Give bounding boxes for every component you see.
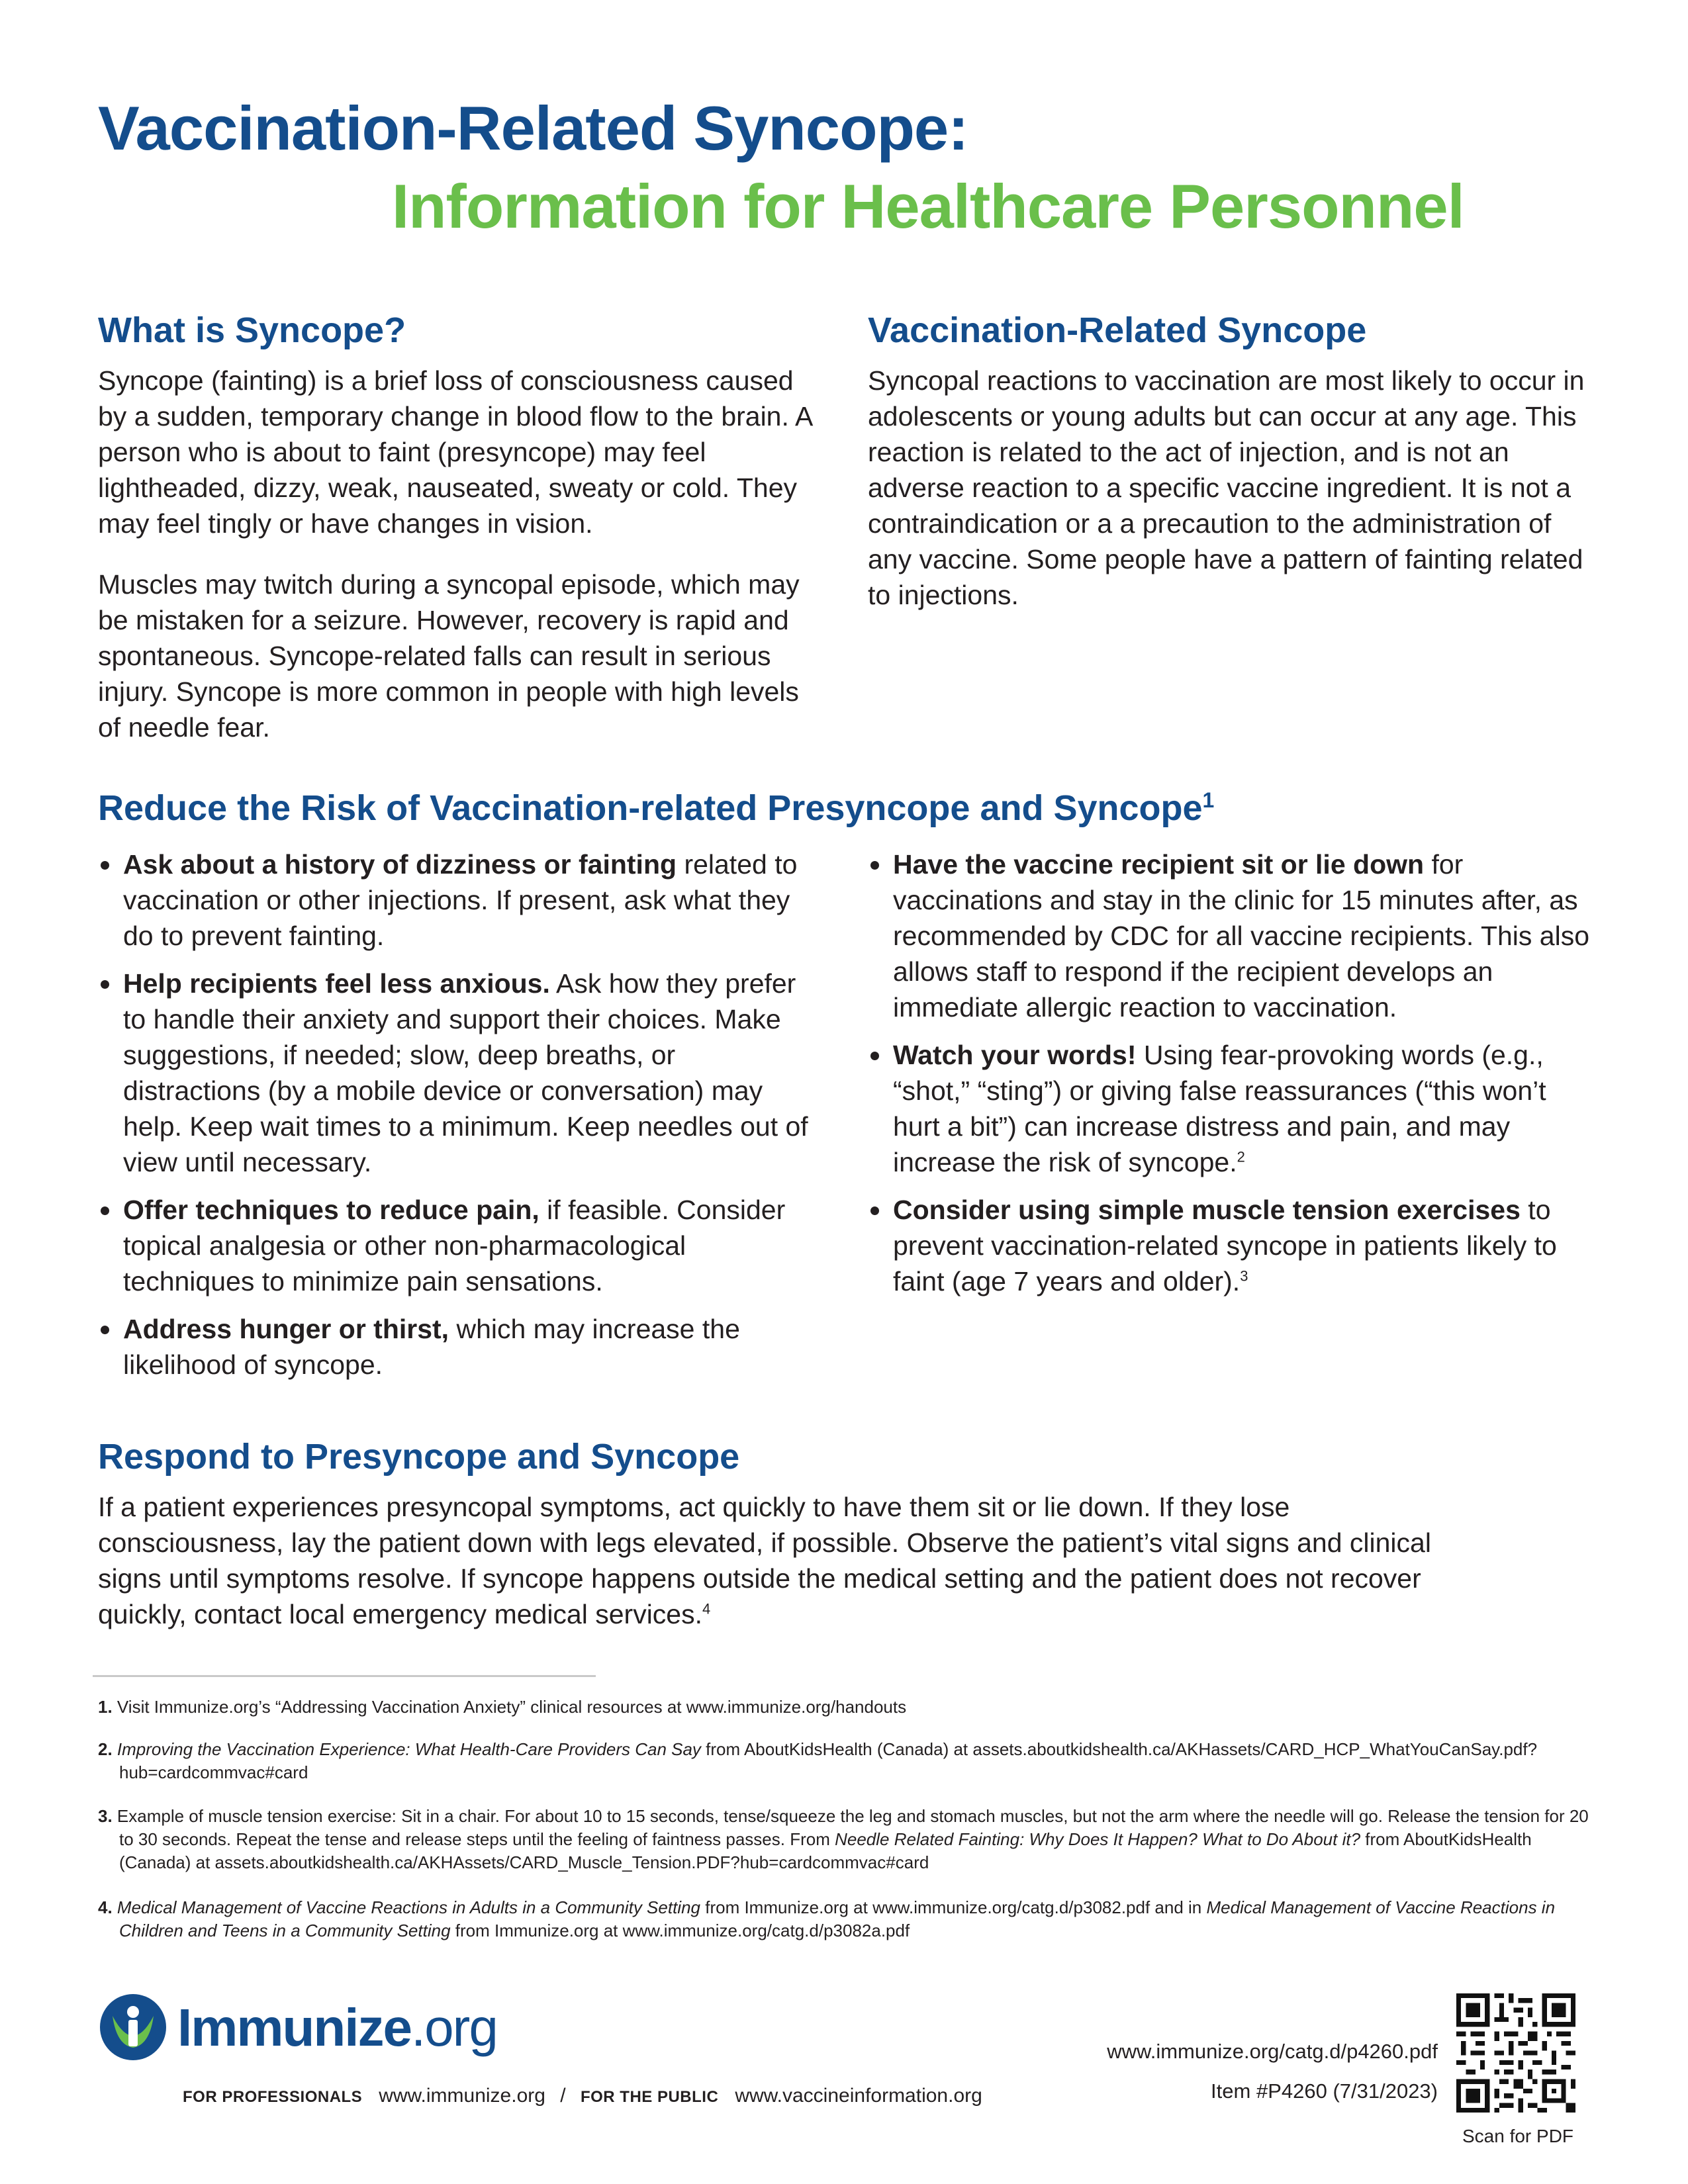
footnote-text: Visit Immunize.org’s “Addressing Vaccination Anxiety” clinical resources at www.immunize.org/handouts — [117, 1697, 907, 1717]
footnote-title: Improving the Vaccination Experience: What Health-Care Providers Can Say — [117, 1739, 701, 1759]
list-item-text: Ask how they prefer to handle their anxiety and support their choices. Make suggestions, if needed; slow, deep breaths, or distractions (by a mobile device or conversation) may help. Keep wait times to a minimum. Keep needles out of view until necessary. — [123, 968, 808, 1177]
footnote-divider — [93, 1675, 596, 1677]
footnote-ref: 2 — [1237, 1148, 1245, 1165]
respond-paragraph-text: If a patient experiences presyncopal symptoms, act quickly to have them sit or lie down. If they lose consciousness, lay the patient down with legs elevated, if possible. Observe the patient’s vital signs and clinical signs until symptoms resolve. If syncope happens outside the medical setting and the patient does not recover quickly, contact local emergency medical services. — [98, 1492, 1431, 1629]
professionals-link[interactable]: www.immunize.org — [379, 2085, 545, 2107]
footnote-2 — [98, 1738, 1601, 1784]
logo-word: Immunize — [177, 1998, 411, 2057]
footnote-title: Medical Management of Vaccine Reactions in Adults in a Community Setting — [117, 1897, 700, 1917]
reduce-risk-list-right — [868, 846, 1596, 1311]
list-item-text: Using fear-provoking words (e.g., “shot,” “sting”) or giving false reassurances (“this won’t hurt a bit”) can increase distress and pain, and may increase the risk of syncope. — [893, 1040, 1546, 1177]
reduce-risk-heading-text: Reduce the Risk of Vaccination-related Presyncope and Syncope — [98, 788, 1203, 828]
reduce-risk-heading-ref: 1 — [1202, 788, 1215, 812]
list-item — [868, 846, 1596, 1025]
qr-code-icon[interactable] — [1456, 1993, 1575, 2113]
footnote-3 — [98, 1805, 1601, 1874]
list-item-lead: Offer techniques to reduce pain, — [123, 1195, 539, 1225]
footer-separator: / — [560, 2085, 566, 2107]
footnote-title: Medical Management of Vaccine Reactions in Children and Teens in a Community Setting — [119, 1897, 1556, 1940]
list-item — [98, 966, 816, 1180]
immunize-logo-icon — [98, 1992, 168, 2062]
list-item-text: to prevent vaccination-related syncope in patients likely to faint (age 7 years and older). — [893, 1195, 1557, 1297]
list-item — [868, 1037, 1596, 1180]
immunize-logo — [98, 1992, 497, 2065]
footnote-number: 3. — [98, 1806, 113, 1826]
footnote-text: from Immunize.org at www.immunize.org/catg.d/p3082a.pdf — [450, 1921, 910, 1940]
reduce-risk-heading — [98, 788, 1214, 829]
public-label: FOR THE PUBLIC — [580, 2088, 719, 2106]
what-is-syncope-section — [98, 363, 826, 745]
list-item — [868, 1192, 1596, 1299]
reduce-risk-list-left — [98, 846, 816, 1394]
footnote-number: 2. — [98, 1739, 113, 1759]
public-link[interactable]: www.vaccineinformation.org — [735, 2085, 982, 2107]
footnote-text: from AboutKidsHealth (Canada) at assets.aboutkidshealth.ca/AKHAssets/CARD_Muscle_Tension.PDF?hub=cardcommvac#card — [119, 1829, 1532, 1872]
list-item-text: if feasible. Consider topical analgesia or other non-pharmacological techniques to minimize pain sensations. — [123, 1195, 786, 1297]
footer-links — [183, 2085, 982, 2107]
what-is-syncope-paragraph-1: Syncope (fainting) is a brief loss of consciousness caused by a sudden, temporary change in blood flow to the brain. A person who is about to faint (presyncope) may feel lightheaded, dizzy, weak, nauseated, sweaty or cold. They may feel tingly or have changes in vision. — [98, 365, 812, 539]
list-item-lead: Address hunger or thirst, — [123, 1314, 449, 1344]
immunize-logo-wordmark — [177, 1997, 497, 2058]
footnote-1 — [98, 1696, 1601, 1719]
footnote-ref: 3 — [1240, 1267, 1248, 1285]
page-title: Vaccination-Related Syncope: — [98, 93, 968, 163]
item-number: Item #P4260 (7/31/2023) — [1211, 2079, 1438, 2103]
list-item-text: for vaccinations and stay in the clinic for 15 minutes after, as recommended by CDC for all vaccine recipients. This also allows staff to respond if the recipient develops an immediate allergic reaction to vaccination. — [893, 849, 1590, 1023]
what-is-syncope-heading: What is Syncope? — [98, 310, 406, 350]
what-is-syncope-paragraph-2: Muscles may twitch during a syncopal episode, which may be mistaken for a seizure. However, recovery is rapid and spontaneous. Syncope-related falls can result in serious injury. Syncope is more common in people with high levels of needle fear. — [98, 569, 800, 743]
page-subtitle: Information for Healthcare Personnel — [392, 171, 1464, 241]
footnote-4 — [98, 1896, 1601, 1942]
list-item-lead: Help recipients feel less anxious. — [123, 968, 550, 999]
vaccination-related-syncope-heading: Vaccination-Related Syncope — [868, 310, 1367, 350]
list-item-lead: Ask about a history of dizziness or fainting — [123, 849, 677, 880]
respond-section — [98, 1489, 1475, 1632]
footnote-text: from AboutKidsHealth (Canada) at assets.aboutkidshealth.ca/AKHassets/CARD_HCP_WhatYouCanSay.pdf?hub=cardcommvac#card — [119, 1739, 1538, 1782]
list-item-lead: Consider using simple muscle tension exercises — [893, 1195, 1521, 1225]
list-item-lead: Have the vaccine recipient sit or lie down — [893, 849, 1425, 880]
pdf-url-link[interactable]: www.immunize.org/catg.d/p4260.pdf — [1107, 2040, 1438, 2063]
list-item — [98, 1311, 816, 1383]
vaccination-related-syncope-section — [868, 363, 1596, 613]
qr-code-label: Scan for PDF — [1462, 2126, 1574, 2146]
list-item — [98, 1192, 816, 1299]
footnote-number: 4. — [98, 1897, 113, 1917]
vaccination-related-paragraph: Syncopal reactions to vaccination are most likely to occur in adolescents or young adults but can occur at any age. This reaction is related to the act of injection, and is not an adverse reaction to a specific vaccine ingredient. It is not a contraindication or a a precaution to the administration of any vaccine. Some people have a pattern of fainting related to injections. — [868, 365, 1585, 610]
footnote-text: from Immunize.org at www.immunize.org/catg.d/p3082.pdf and in — [700, 1897, 1207, 1917]
list-item-lead: Watch your words! — [893, 1040, 1137, 1070]
list-item — [98, 846, 816, 954]
footnote-title: Needle Related Fainting: Why Does It Happen? What to Do About it? — [835, 1829, 1361, 1849]
list-item-text: which may increase the likelihood of syncope. — [123, 1314, 740, 1380]
professionals-label: FOR PROFESSIONALS — [183, 2088, 363, 2106]
list-item-text: related to vaccination or other injections. If present, ask what they do to prevent fainting. — [123, 849, 798, 951]
respond-heading: Respond to Presyncope and Syncope — [98, 1437, 740, 1477]
respond-paragraph — [98, 1489, 1475, 1632]
footnote-ref: 4 — [702, 1600, 711, 1617]
footnote-text: Example of muscle tension exercise: Sit in a chair. For about 10 to 15 seconds, tense/squeeze the leg and stomach muscles, but not the arm where the needle will go. Release the tension for 20 to 30 seconds. Repeat the tense and release steps until the feeling of faintness passes. From — [117, 1806, 1589, 1849]
footnote-number: 1. — [98, 1697, 113, 1717]
logo-suffix: .org — [410, 1998, 497, 2057]
